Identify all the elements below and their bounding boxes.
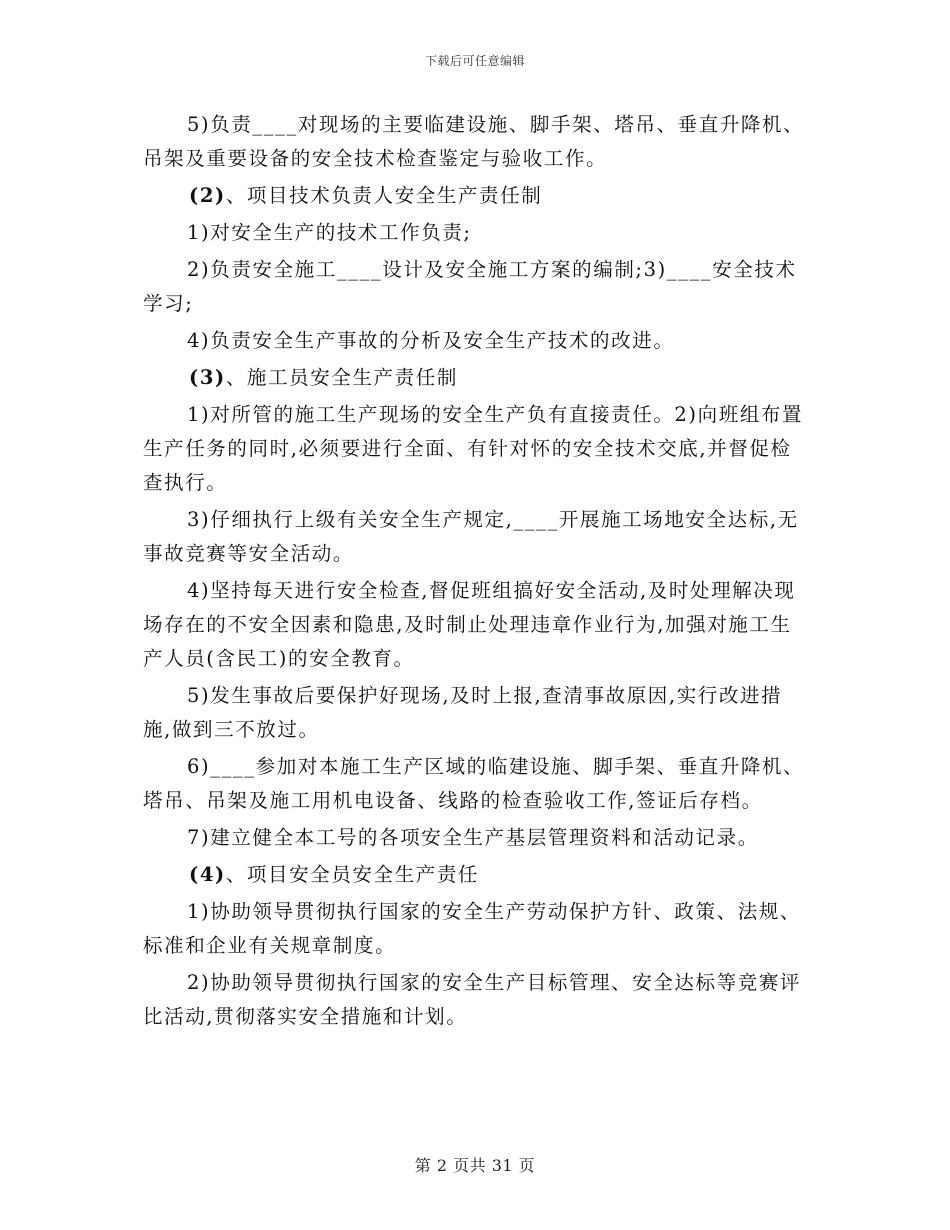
paragraph: 1)对安全生产的技术工作负责; xyxy=(187,221,472,244)
section-heading xyxy=(143,361,811,395)
section-number: (4) xyxy=(189,863,226,886)
section-title: 、项目技术负责人安全生产责任制 xyxy=(225,184,543,207)
paragraph: 5)负责____对现场的主要临建设施、脚手架、塔吊、垂直升降机、吊架及重要设备的安全技术检查鉴定与验收工作。 xyxy=(143,113,805,170)
section-heading xyxy=(143,179,811,213)
section-title: 、施工员安全生产责任制 xyxy=(225,366,458,389)
section-title: 、项目安全员安全生产责任 xyxy=(225,863,480,886)
section-number: (2) xyxy=(189,184,226,207)
paragraph: 3)仔细执行上级有关安全生产规定,____开展施工场地安全达标,无事故竞赛等安全活动。 xyxy=(143,508,799,565)
paragraph: 4)负责安全生产事故的分析及安全生产技术的改进。 xyxy=(187,329,675,352)
paragraph: 1)对所管的施工生产现场的安全生产负有直接责任。2)向班组布置生产任务的同时,必须要进行全面、有针对怀的安全技术交底,并督促检查执行。 xyxy=(143,403,804,494)
header-note: 下载后可任意编辑 xyxy=(424,54,525,68)
page-number: 第 2 页共 31 页 xyxy=(414,1156,536,1175)
section-number: (3) xyxy=(189,366,226,389)
document-body xyxy=(143,108,811,1037)
paragraph: 4)坚持每天进行安全检查,督促班组搞好安全活动,及时处理解决现场存在的不安全因素和隐患,及时制止处理违章作业行为,加强对施工生产人员(含民工)的安全教育。 xyxy=(143,579,796,670)
paragraph: 1)协助领导贯彻执行国家的安全生产劳动保护方针、政策、法规、标准和企业有关规章制度。 xyxy=(143,900,802,957)
paragraph: 6)____参加对本施工生产区域的临建设施、脚手架、垂直升降机、塔吊、吊架及施工用机电设备、线路的检查验收工作,签证后存档。 xyxy=(143,755,805,812)
paragraph: 7)建立健全本工号的各项安全生产基层管理资料和活动记录。 xyxy=(187,826,759,849)
paragraph: 2)负责安全施工____设计及安全施工方案的编制;3)____安全技术学习; xyxy=(143,258,797,315)
paragraph: 2)协助领导贯彻执行国家的安全生产目标管理、安全达标等竞赛评比活动,贯彻落实安全措施和计划。 xyxy=(143,971,802,1028)
section-heading xyxy=(143,858,811,892)
paragraph: 5)发生事故后要保护好现场,及时上报,查清事故原因,实行改进措施,做到三不放过。 xyxy=(143,684,783,741)
